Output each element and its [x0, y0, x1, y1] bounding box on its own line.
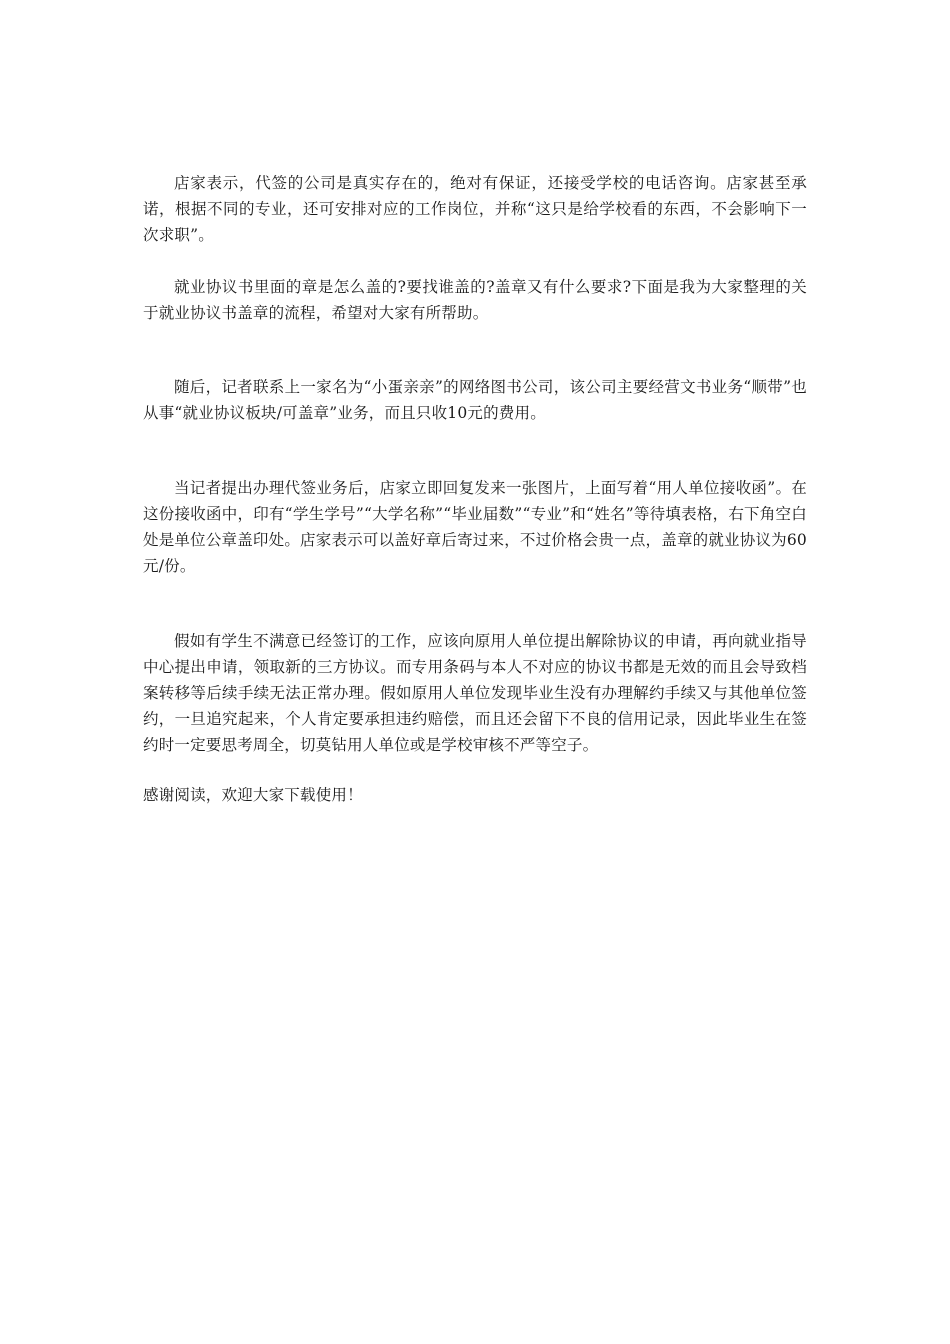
paragraph-stamp-question: 就业协议书里面的章是怎么盖的?要找谁盖的?盖章又有什么要求?下面是我为大家整理的关于就业协议书盖章的流程，希望对大家有所帮助。	[143, 278, 807, 322]
paragraph-proxy-company: 店家表示，代签的公司是真实存在的，绝对有保证，还接受学校的电话咨询。店家甚至承诺，根据不同的专业，还可安排对应的工作岗位，并称“这只是给学校看的东西，不会影响下一次求职”。	[143, 174, 807, 244]
paragraph-acceptance-letter: 当记者提出办理代签业务后，店家立即回复发来一张图片，上面写着“用人单位接收函”。在这份接收函中，印有“学生学号”“大学名称”“毕业届数”“专业”和“姓名”等待填表格，右下角空白处是单位公章盖印处。店家表示可以盖好章后寄过来，不过价格会贵一点，盖章的就业协议为60元/份。	[143, 479, 807, 575]
paragraph-terminate-agreement: 假如有学生不满意已经签订的工作，应该向原用人单位提出解除协议的申请，再向就业指导中心提出申请，领取新的三方协议。而专用条码与本人不对应的协议书都是无效的而且会导致档案转移等后续手续无法正常办理。假如原用人单位发现毕业生没有办理解约手续又与其他单位签约，一旦追究起来，个人肯定要承担违约赔偿，而且还会留下不良的信用记录，因此毕业生在签约时一定要思考周全，切莫钻用人单位或是学校审核不严等空子。	[143, 632, 807, 754]
closing-line: 感谢阅读，欢迎大家下载使用！	[143, 786, 363, 804]
paragraph-online-bookstore: 随后，记者联系上一家名为“小蛋亲亲”的网络图书公司，该公司主要经营文书业务“顺带”也从事“就业协议板块/可盖章”业务，而且只收10元的费用。	[143, 378, 807, 422]
document-body	[143, 170, 807, 808]
